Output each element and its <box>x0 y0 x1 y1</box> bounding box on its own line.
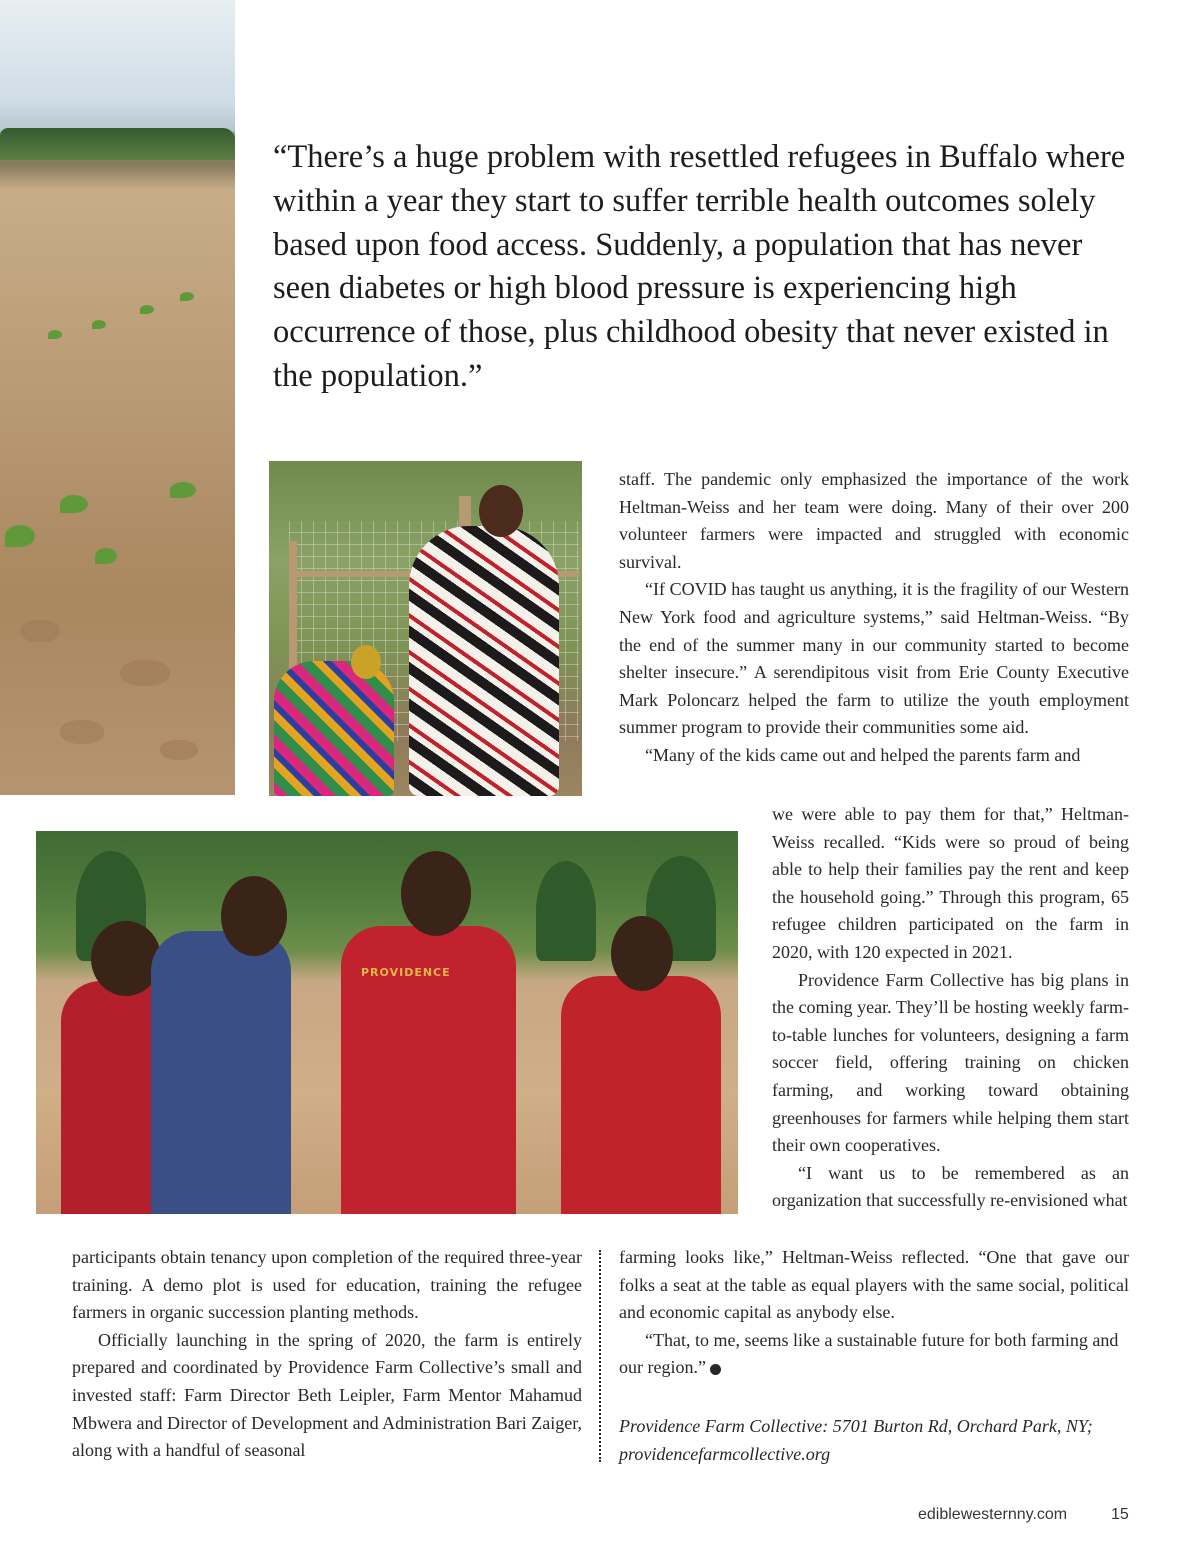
paragraph: we were able to pay them for that,” Heltman-Weiss recalled. “Kids were so proud of being able to help their families pay the rent and keep the household going.” Through this program, 65 refugee children participated on the farm in 2020, with 120 expected in 2021. <box>772 804 1129 962</box>
paragraph: Officially launching in the spring of 2020, the farm is entirely prepared and coordinated by Providence Farm Collective’s small and invested staff: Farm Director Beth Leipler, Farm Mentor Mahamud Mbwera and Director of Development and Administration Bari Zaiger, along with a handful of seasonal <box>72 1329 582 1461</box>
right-column-bottom <box>619 1244 1129 1382</box>
paragraph: Providence Farm Collective has big plans in the coming year. They’ll be hosting weekly farm-to-table lunches for volunteers, designing a farm soccer field, offering training on chicken farming, and working toward obtaining greenhouses for farmers while helping them start their own cooperatives. <box>772 969 1129 1156</box>
paragraph: staff. The pandemic only emphasized the importance of the work Heltman-Weiss and her team were doing. Many of their over 200 volunteer farmers were impacted and struggled with economic survival. <box>619 469 1129 572</box>
women-photo <box>269 461 582 796</box>
paragraph: “I want us to be remembered as an organization that successfully re-envisioned what <box>772 1162 1129 1211</box>
standing-woman-head <box>479 485 523 537</box>
person-red-shirt <box>561 976 721 1214</box>
tree <box>536 861 596 961</box>
sprout <box>60 495 88 513</box>
treeline <box>0 128 235 160</box>
paragraph: participants obtain tenancy upon completion of the required three-year training. A demo plot is used for education, training the refugee farmers in organic succession planting methods. <box>72 1247 582 1323</box>
paragraph: “That, to me, seems like a sustainable future for both farming and our region.” <box>619 1329 1119 1378</box>
person-back-shirt <box>341 926 516 1214</box>
soil-clod <box>20 620 60 642</box>
soil-clod <box>160 740 198 760</box>
paragraph: farming looks like,” Heltman-Weiss reflected. “One that gave our folks a seat at the table as equal players with the same social, political and economic capital as anybody else. <box>619 1247 1129 1323</box>
field-photo <box>0 0 235 795</box>
person-head <box>401 851 471 936</box>
seated-woman-head <box>351 645 381 679</box>
seated-woman <box>274 661 394 796</box>
sprout <box>48 330 62 339</box>
soil-clod <box>60 720 104 744</box>
group-photo <box>36 831 738 1214</box>
person-head <box>611 916 673 991</box>
sprout <box>92 320 106 329</box>
person-blue-shirt <box>151 931 291 1214</box>
end-mark-icon <box>710 1364 721 1375</box>
footer-site: ediblewesternny.com <box>918 1506 1068 1523</box>
right-column-middle <box>772 801 1129 1215</box>
soil-clod <box>120 660 170 686</box>
standing-woman <box>409 526 559 796</box>
paragraph: “Many of the kids came out and helped the parents farm and <box>645 744 1081 765</box>
sprout <box>140 305 154 314</box>
page-number: 15 <box>1111 1506 1129 1523</box>
column-divider <box>599 1250 601 1462</box>
right-column-top <box>619 466 1129 770</box>
sprout <box>95 548 117 564</box>
paragraph: “If COVID has taught us anything, it is the fragility of our Western New York food and agriculture systems,” said Heltman-Weiss. “By the end of the summer many in our community started to become shelter insecure.” A serendipitous visit from Erie County Executive Mark Poloncarz helped the farm to utilize the youth employment summer program to provide their communities some aid. <box>619 579 1129 738</box>
sprout <box>170 482 196 498</box>
shirt-logo-text: PROVIDENCE <box>361 966 451 979</box>
pull-quote: “There’s a huge problem with resettled refugees in Buffalo where within a year they start to suffer terrible health outcomes solely based upon food access. Suddenly, a population that has never seen diabetes or high blood pressure is experiencing high occurrence of those, plus childhood obesity that never existed in the population.” <box>273 139 1126 394</box>
left-column <box>72 1244 582 1465</box>
farm-credit: Providence Farm Collective: 5701 Burton Rd, Orchard Park, NY; providencefarmcollective.org <box>619 1416 1093 1464</box>
sprout <box>5 525 35 547</box>
sprout <box>180 292 194 301</box>
person-head <box>221 876 287 956</box>
